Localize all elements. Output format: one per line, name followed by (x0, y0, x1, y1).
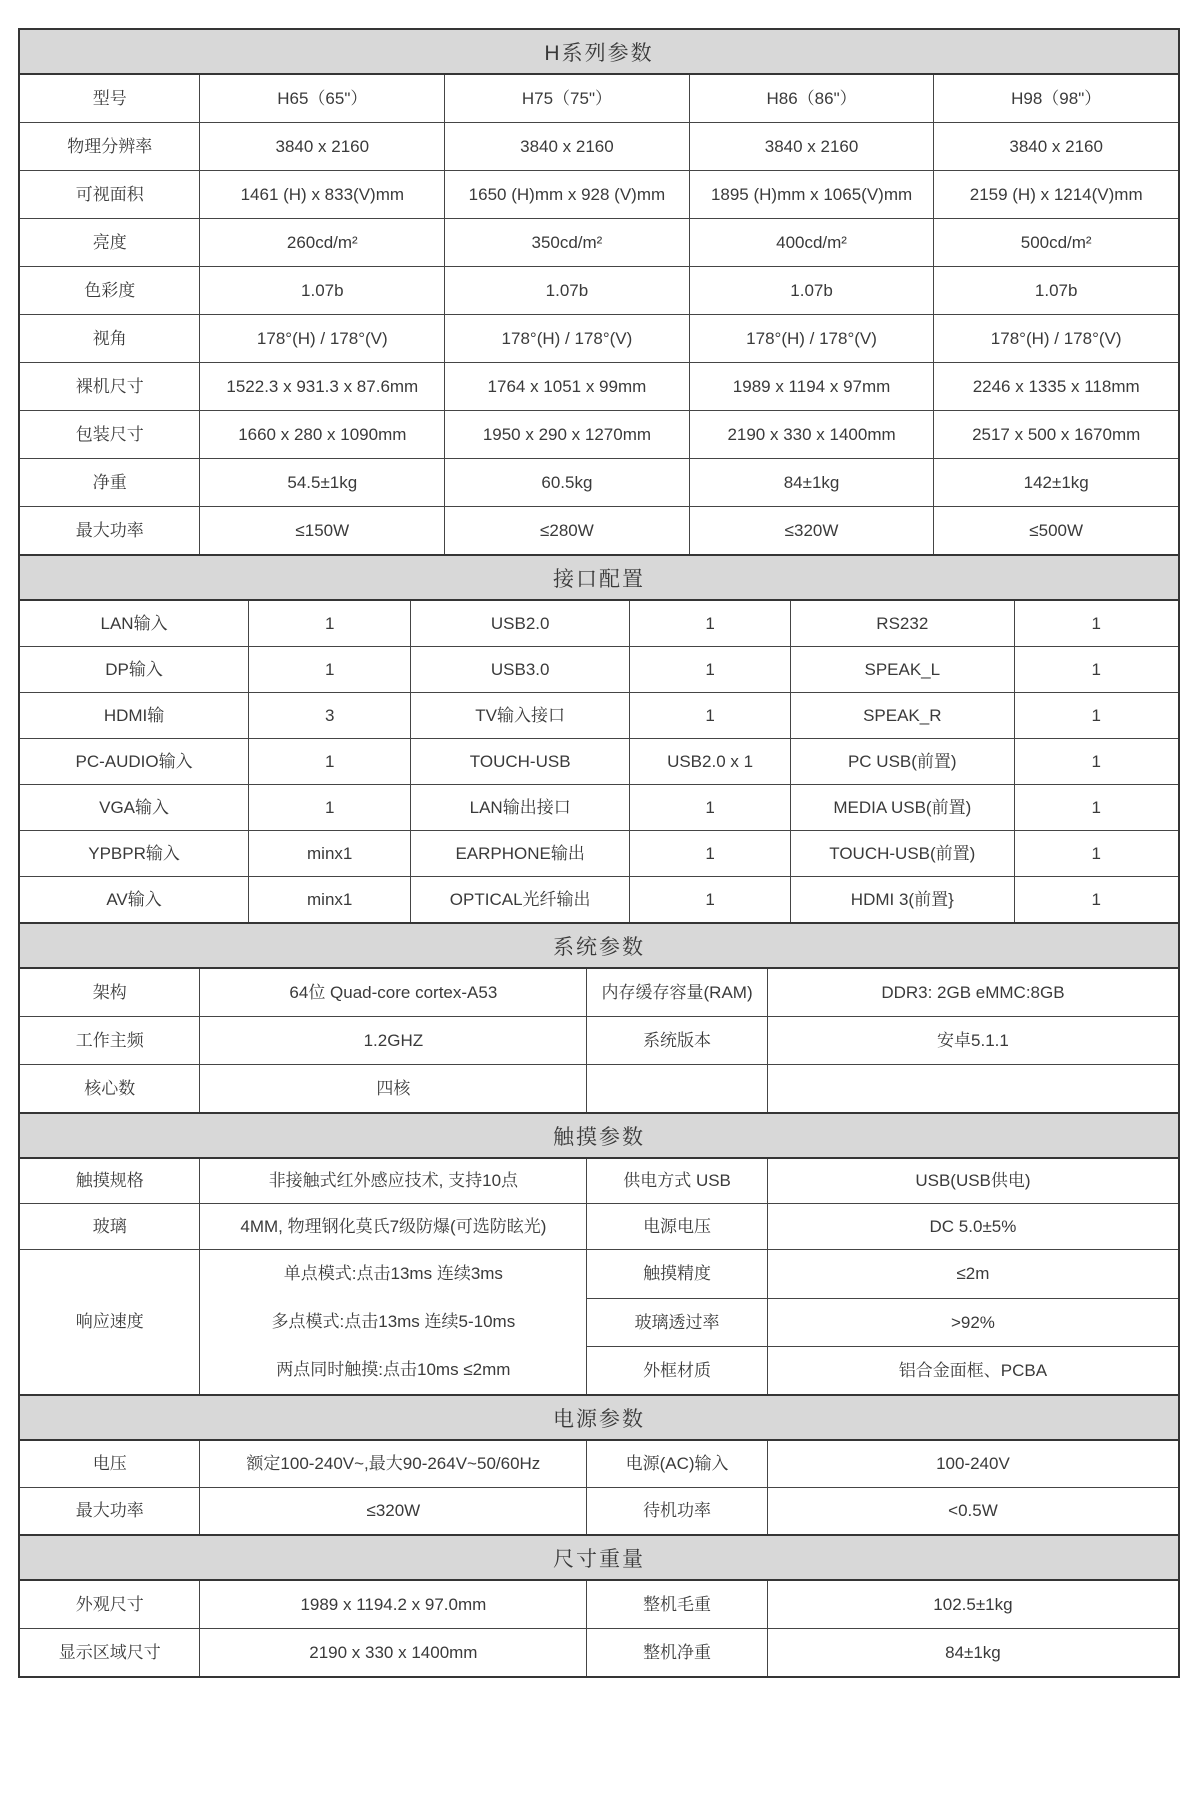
cell-value: 1 (629, 877, 790, 922)
cell-value: DC 5.0±5% (767, 1204, 1178, 1249)
table-row-interface (20, 738, 1178, 784)
row-label: TV输入接口 (410, 693, 629, 738)
response-speed-block (20, 1249, 1178, 1394)
row-label: USB2.0 (410, 601, 629, 646)
cell-value: ≤280W (444, 507, 689, 554)
row-label: 最大功率 (75, 1501, 144, 1521)
cell-value: 84±1kg (767, 1629, 1178, 1676)
cell-value: 1989 x 1194 x 97mm (689, 363, 934, 410)
row-label: 物理分辨率 (67, 136, 153, 156)
table-row-model (20, 75, 1178, 122)
cell-value: 102.5±1kg (767, 1581, 1178, 1628)
spec-sheet (18, 28, 1180, 1678)
row-label: SPEAK_L (790, 647, 1013, 692)
table-row-interface (20, 646, 1178, 692)
table-row-viewable-area (20, 170, 1178, 218)
table-row-interface (20, 692, 1178, 738)
table-row-viewing-angle (20, 314, 1178, 362)
cell-value: 1 (1014, 693, 1178, 738)
cell-value: 1.07b (689, 267, 934, 314)
cell-value: 3 (248, 693, 410, 738)
cell-value: 两点同时触摸:点击10ms ≤2mm (276, 1360, 511, 1380)
cell-value: 1 (1014, 647, 1178, 692)
cell-value: ≤150W (199, 507, 444, 554)
row-label: AV输入 (106, 889, 162, 909)
cell-value: 四核 (199, 1065, 586, 1112)
row-label: 外观尺寸 (75, 1594, 144, 1614)
cell-value: 60.5kg (444, 459, 689, 506)
cell-value: H98（98"） (933, 75, 1178, 122)
cell-value: 2246 x 1335 x 118mm (933, 363, 1178, 410)
cell-value: 4MM, 物理钢化莫氏7级防爆(可选防眩光) (199, 1204, 586, 1249)
section-title: H系列参数 (544, 41, 654, 65)
cell-value: 54.5±1kg (199, 459, 444, 506)
row-label: LAN输出接口 (410, 785, 629, 830)
cell-value: 1 (629, 601, 790, 646)
row-label: PC-AUDIO输入 (75, 751, 193, 771)
row-label: 亮度 (92, 232, 127, 252)
cell-value: <0.5W (767, 1488, 1178, 1534)
cell-value: ≤2m (767, 1250, 1178, 1298)
table-row-system (20, 1016, 1178, 1064)
table-row-brightness (20, 218, 1178, 266)
row-label: 架构 (92, 982, 127, 1002)
cell-value: USB2.0 x 1 (629, 739, 790, 784)
cell-value: 非接触式红外感应技术, 支持10点 (199, 1159, 586, 1203)
table-row-system (20, 1064, 1178, 1112)
cell-value: 1 (629, 693, 790, 738)
row-label: 工作主频 (75, 1030, 144, 1050)
row-label: LAN输入 (100, 613, 168, 633)
cell-value: 1 (629, 785, 790, 830)
cell-value: 1461 (H) x 833(V)mm (199, 171, 444, 218)
cell-value: 3840 x 2160 (199, 123, 444, 170)
cell-value: 1 (1014, 831, 1178, 876)
section-header-power (20, 1394, 1178, 1441)
cell-value: 单点模式:点击13ms 连续3ms (283, 1264, 503, 1284)
table-row-power (20, 1441, 1178, 1487)
table-row-size (20, 1628, 1178, 1676)
cell-value: 178°(H) / 178°(V) (933, 315, 1178, 362)
cell-value (767, 1065, 1178, 1112)
row-label: SPEAK_R (790, 693, 1013, 738)
cell-value: 100-240V (767, 1441, 1178, 1487)
cell-value: 1 (629, 831, 790, 876)
row-label: USB3.0 (410, 647, 629, 692)
row-label: 内存缓存容量(RAM) (586, 969, 767, 1016)
cell-value: 1.07b (933, 267, 1178, 314)
cell-value: minx1 (248, 831, 410, 876)
row-label: 色彩度 (84, 280, 136, 300)
cell-value: 500cd/m² (933, 219, 1178, 266)
row-label: MEDIA USB(前置) (790, 785, 1013, 830)
row-label: 可视面积 (75, 184, 144, 204)
row-label: HDMI输 (103, 705, 165, 725)
cell-value: 400cd/m² (689, 219, 934, 266)
row-label: PC USB(前置) (790, 739, 1013, 784)
row-label: 裸机尺寸 (75, 376, 144, 396)
cell-value: 64位 Quad-core cortex-A53 (199, 969, 586, 1016)
cell-value: ≤500W (933, 507, 1178, 554)
table-row-net-weight (20, 458, 1178, 506)
cell-value: 3840 x 2160 (933, 123, 1178, 170)
section-header-h-series (20, 30, 1178, 75)
row-label: TOUCH-USB(前置) (790, 831, 1013, 876)
cell-value: 84±1kg (689, 459, 934, 506)
cell-value: 178°(H) / 178°(V) (689, 315, 934, 362)
section-header-touch (20, 1112, 1178, 1159)
row-label: 触摸精度 (586, 1250, 767, 1298)
row-label: 核心数 (84, 1078, 136, 1098)
response-speed-values (199, 1250, 586, 1394)
cell-value: 350cd/m² (444, 219, 689, 266)
row-label: 触摸规格 (75, 1171, 144, 1191)
cell-value: 3840 x 2160 (689, 123, 934, 170)
cell-value: minx1 (248, 877, 410, 922)
cell-value: 1 (1014, 739, 1178, 784)
section-title: 电源参数 (553, 1407, 645, 1431)
cell-value: 1895 (H)mm x 1065(V)mm (689, 171, 934, 218)
cell-value: 1764 x 1051 x 99mm (444, 363, 689, 410)
table-row-interface (20, 876, 1178, 922)
section-header-interface (20, 554, 1178, 601)
cell-value: DDR3: 2GB eMMC:8GB (767, 969, 1178, 1016)
cell-value: USB(USB供电) (767, 1159, 1178, 1203)
row-label: 包装尺寸 (75, 424, 144, 444)
cell-value: ≤320W (199, 1488, 586, 1534)
cell-value: 铝合金面框、PCBA (767, 1346, 1178, 1394)
cell-value: 多点模式:点击13ms 连续5-10ms (271, 1312, 516, 1332)
row-label: DP输入 (105, 659, 163, 679)
cell-value: 1.2GHZ (199, 1017, 586, 1064)
cell-value: 1660 x 280 x 1090mm (199, 411, 444, 458)
row-label: 供电方式 USB (586, 1159, 767, 1203)
cell-value: ≤320W (689, 507, 934, 554)
cell-value: 1522.3 x 931.3 x 87.6mm (199, 363, 444, 410)
row-label: EARPHONE输出 (410, 831, 629, 876)
row-label: 玻璃 (92, 1216, 127, 1236)
cell-value: 260cd/m² (199, 219, 444, 266)
cell-value: 2190 x 330 x 1400mm (689, 411, 934, 458)
row-label: HDMI 3(前置} (790, 877, 1013, 922)
cell-value: 1 (248, 601, 410, 646)
section-title: 接口配置 (553, 567, 645, 591)
cell-value: 安卓5.1.1 (767, 1017, 1178, 1064)
table-row-max-power (20, 506, 1178, 554)
section-title: 触摸参数 (553, 1125, 645, 1149)
cell-value: 1.07b (444, 267, 689, 314)
row-label: 整机净重 (586, 1629, 767, 1676)
row-label: 最大功率 (75, 520, 144, 540)
table-row-color-depth (20, 266, 1178, 314)
cell-value: 178°(H) / 178°(V) (199, 315, 444, 362)
cell-value: 2159 (H) x 1214(V)mm (933, 171, 1178, 218)
cell-value: H75（75"） (444, 75, 689, 122)
cell-value: 1 (629, 647, 790, 692)
row-label: TOUCH-USB (410, 739, 629, 784)
row-label: 玻璃透过率 (586, 1298, 767, 1346)
table-row-interface (20, 784, 1178, 830)
cell-value: 2517 x 500 x 1670mm (933, 411, 1178, 458)
cell-value: 2190 x 330 x 1400mm (199, 1629, 586, 1676)
row-label: OPTICAL光纤输出 (410, 877, 629, 922)
row-label: 净重 (92, 472, 127, 492)
table-row-power (20, 1487, 1178, 1534)
cell-value: 1 (1014, 877, 1178, 922)
cell-value: 1989 x 1194.2 x 97.0mm (199, 1581, 586, 1628)
table-row-interface (20, 830, 1178, 876)
cell-value: 1 (248, 785, 410, 830)
table-row-bare-size (20, 362, 1178, 410)
cell-value: 178°(H) / 178°(V) (444, 315, 689, 362)
row-label: 电源(AC)输入 (586, 1441, 767, 1487)
row-label: 整机毛重 (586, 1581, 767, 1628)
cell-value: 1 (248, 739, 410, 784)
cell-value: 额定100-240V~,最大90-264V~50/60Hz (199, 1441, 586, 1487)
table-row-touch (20, 1159, 1178, 1203)
section-header-size (20, 1534, 1178, 1581)
cell-value: >92% (767, 1298, 1178, 1346)
cell-value: 1 (248, 647, 410, 692)
cell-value: H65（65"） (199, 75, 444, 122)
row-label: 视角 (92, 328, 127, 348)
row-label: 型号 (92, 88, 127, 108)
cell-value: H86（86"） (689, 75, 934, 122)
row-label: VGA输入 (99, 797, 170, 817)
row-label: 待机功率 (586, 1488, 767, 1534)
row-label: 电源电压 (586, 1204, 767, 1249)
row-label: 电压 (92, 1454, 127, 1474)
row-label: 系统版本 (586, 1017, 767, 1064)
table-row-resolution (20, 122, 1178, 170)
row-label: 外框材质 (586, 1346, 767, 1394)
cell-value: 1.07b (199, 267, 444, 314)
row-label (586, 1065, 767, 1112)
table-row-touch (20, 1203, 1178, 1249)
row-label: 显示区域尺寸 (58, 1642, 161, 1662)
cell-value: 3840 x 2160 (444, 123, 689, 170)
section-title: 系统参数 (553, 935, 645, 959)
cell-value: 1 (1014, 601, 1178, 646)
row-label: RS232 (790, 601, 1013, 646)
cell-value: 1 (1014, 785, 1178, 830)
table-row-interface (20, 601, 1178, 646)
cell-value: 1950 x 290 x 1270mm (444, 411, 689, 458)
cell-value: 1650 (H)mm x 928 (V)mm (444, 171, 689, 218)
section-header-system (20, 922, 1178, 969)
table-row-size (20, 1581, 1178, 1628)
cell-value: 142±1kg (933, 459, 1178, 506)
table-row-package-size (20, 410, 1178, 458)
row-label: YPBPR输入 (88, 843, 180, 863)
section-title: 尺寸重量 (553, 1547, 645, 1571)
table-row-system (20, 969, 1178, 1016)
row-label: 响应速度 (75, 1312, 144, 1332)
